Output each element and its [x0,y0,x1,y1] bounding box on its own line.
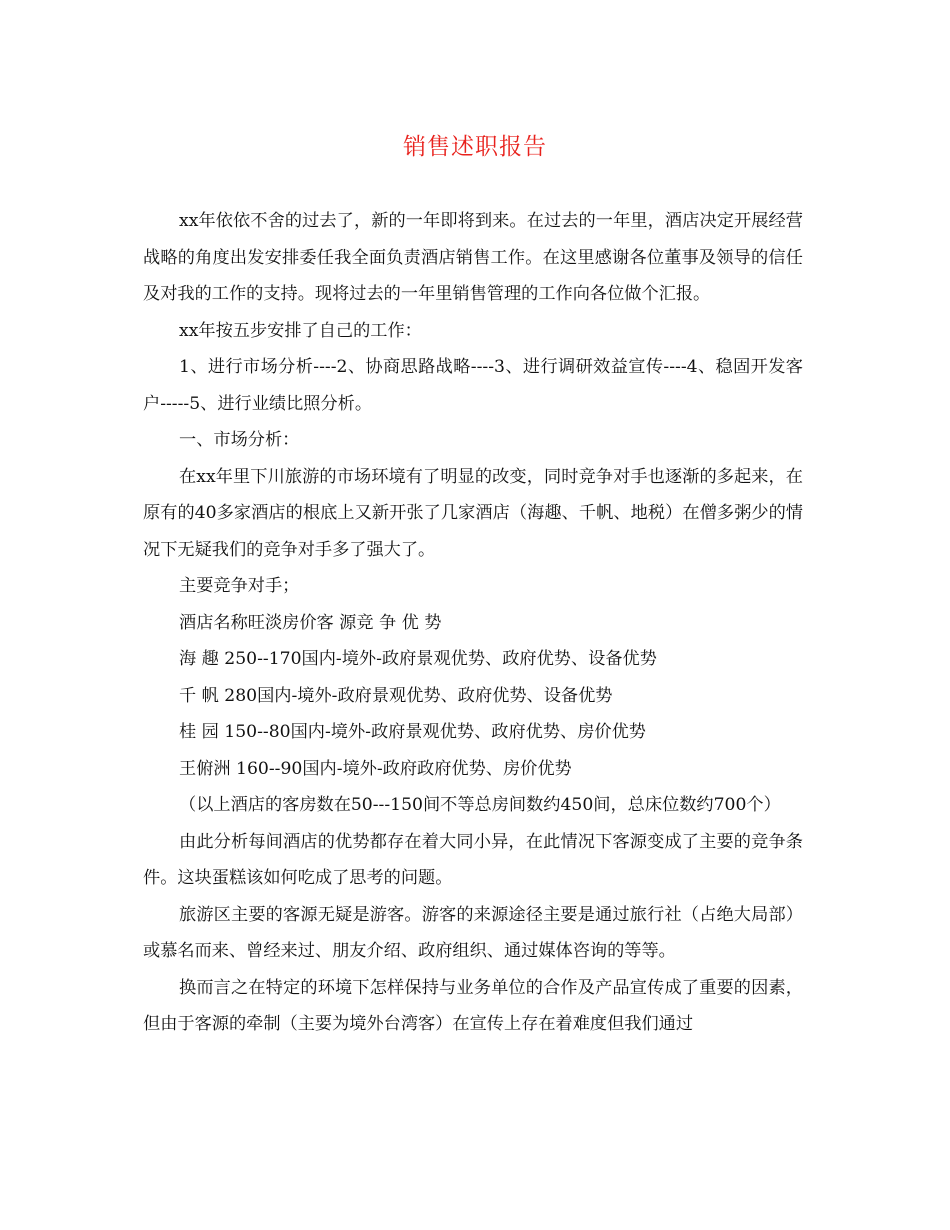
paragraph-cooperation: 换而言之在特定的环境下怎样保持与业务单位的合作及产品宣传成了重要的因素，但由于客源的牵制（主要为境外台湾客）在宣传上存在着难度但我们通过 [143,977,803,1034]
competitor-row-wangfuzhou: 王俯洲 160--90国内-境外-政府政府优势、房价优势 [179,758,572,779]
paragraph-analysis-conclusion: 由此分析每间酒店的优势都存在着大同小异，在此情况下客源变成了主要的竞争条件。这块蛋糕该如何吃成了思考的问题。 [143,831,803,888]
competitor-table-header: 酒店名称旺淡房价客 源竞 争 优 势 [179,612,442,633]
paragraph-market-environment: 在xx年里下川旅游的市场环境有了明显的改变，同时竞争对手也逐渐的多起来，在原有的40多家酒店的根底上又新开张了几家酒店（海趣、千帆、地税）在僧多粥少的情况下无疑我们的竞争对手多了强大了。 [143,466,803,560]
paragraph-customer-source: 旅游区主要的客源无疑是游客。游客的来源途径主要是通过旅行社（占绝大局部）或慕名而来、曾经来过、朋友介绍、政府组织、通过媒体咨询的等等。 [143,904,803,961]
paragraph-step-list: 1、进行市场分析----2、协商思路战略----3、进行调研效益宣传----4、稳固开发客户-----5、进行业绩比照分析。 [143,357,803,414]
section-heading-market-analysis: 一、市场分析： [179,430,300,450]
paragraph-competitors-heading: 主要竞争对手； [179,576,300,596]
competitor-row-haiqu: 海 趣 250--170国内-境外-政府景观优势、政府优势、设备优势 [179,649,657,669]
competitor-row-guiyuan: 桂 园 150--80国内-境外-政府景观优势、政府优势、房价优势 [179,722,646,742]
competitor-row-qianfan: 千 帆 280国内-境外-政府景观优势、政府优势、设备优势 [179,685,613,706]
paragraph-intro: xx年依依不舍的过去了，新的一年即将到来。在过去的一年里，酒店决定开展经营战略的角度出发安排委任我全面负责酒店销售工作。在这里感谢各位董事及领导的信任及对我的工作的支持。现将过去的一年里销售管理的工作向各位做个汇报。 [143,211,803,304]
document-title: 销售述职报告 [403,134,547,160]
paragraph-five-steps: xx年按五步安排了自己的工作： [179,320,422,341]
paragraph-room-count-note: （以上酒店的客房数在50---150间不等总房间数约450间，总床位数约700个） [179,795,781,815]
document-body [143,203,803,1043]
